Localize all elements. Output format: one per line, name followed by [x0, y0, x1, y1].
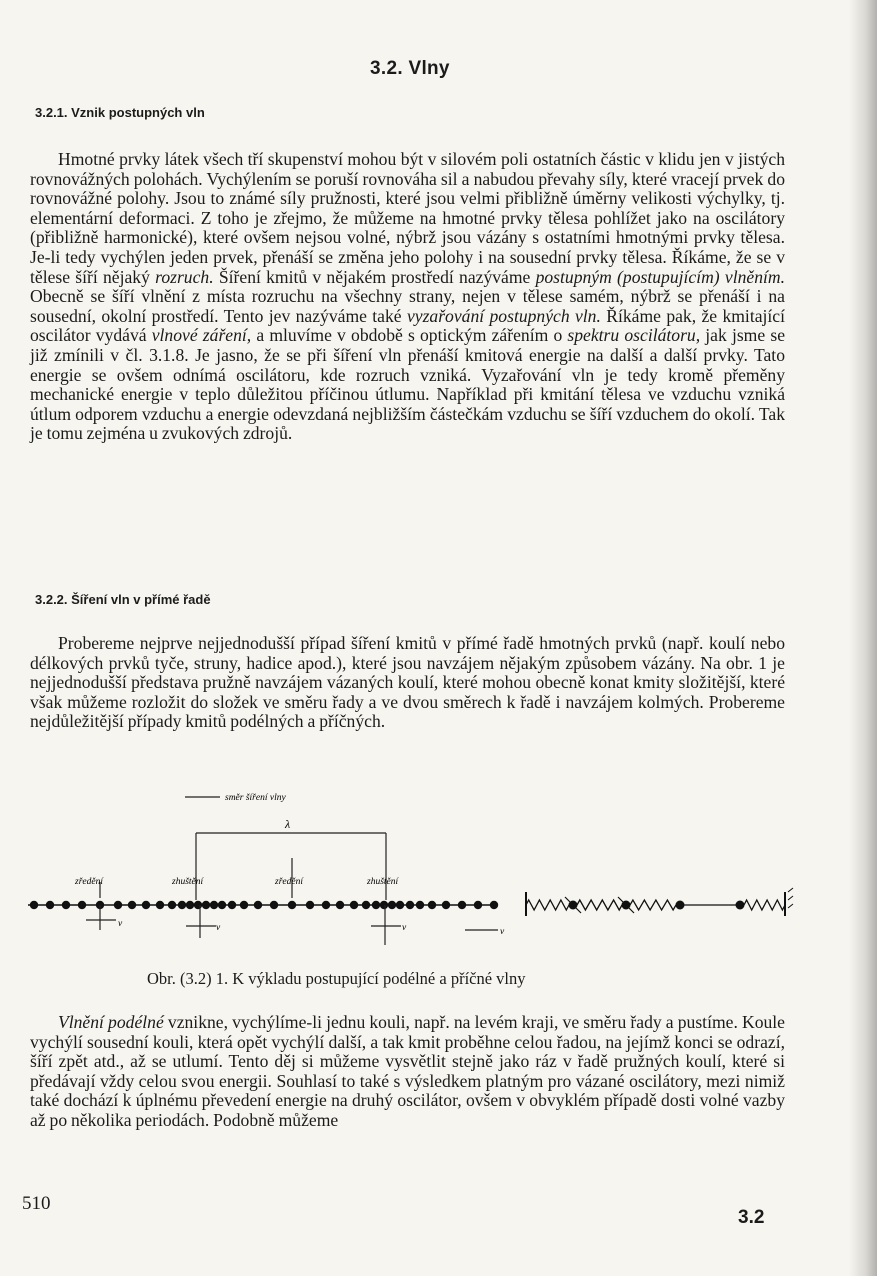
velocity-label-1: v — [118, 919, 123, 929]
ball-23 — [322, 901, 330, 909]
ball-33 — [428, 901, 436, 909]
ball-10 — [168, 901, 176, 909]
ball-32 — [416, 901, 424, 909]
velocity-label-2: v — [216, 923, 221, 933]
ball-12 — [186, 901, 194, 909]
velocity-label-3: v — [402, 923, 407, 933]
ball-19 — [254, 901, 262, 909]
ball-1 — [30, 901, 38, 909]
label-compression-2: zhuštění — [367, 877, 399, 887]
paragraph-longitudinal: Vlnění podélné vznikne, vychýlíme-li jednu kouli, např. na levém kraji, ve směru řady a pustíme. Koule vychýlí sousední kouli, která opět vychýlí další, a tak kmit proběhne celou řadou, na jejímž konci se odrazí, šíří zpět atd., až se utlumí. Tento děj si můžeme vysvětlit stejně jako ráz v řadě pružných koulí, které si předávají vždy celou svou energii. Souhlasí to také s výsledkem platným pro vázané oscilátory, mezi nimiž také dochází k úplnému převedení energie na druhý oscilátor, ovšem v obvyklém případě dosti volné vazby až po několika periodách. Podobně můžeme — [30, 1012, 785, 1130]
section-reference: 3.2 — [738, 1207, 765, 1228]
lambda-symbol: λ — [285, 817, 291, 831]
direction-label: směr šíření vlny — [225, 793, 286, 803]
ball-9 — [156, 901, 164, 909]
ball-6 — [114, 901, 122, 909]
figure-caption: Obr. (3.2) 1. K výkladu postupující podélné a příčné vlny — [147, 969, 526, 988]
ball-24 — [336, 901, 344, 909]
ball-22 — [306, 901, 314, 909]
ball-16 — [218, 901, 226, 909]
paragraph-linear-propagation: Probereme nejprve nejjednodušší případ šíření kmitů v přímé řadě hmotných prvků (např. koulí nebo délkových prvků tyče, struny, hadice apod.), které jsou navzájem nějakým způsobem vázány. Na obr. 1 je nejjednodušší představa pružně navzájem vázaných koulí, které mohou obecně konat kmity složitější, které však můžeme rozložit do složek ve směru řady a ve dvou směrech k řadě i navzájem kolmých. Probereme nejdůležitější případy kmitů podélných a příčných. — [30, 633, 785, 732]
page-number: 510 — [22, 1193, 51, 1214]
velocity-label-4: v — [500, 927, 505, 937]
ball-13 — [194, 901, 202, 909]
ball-27 — [372, 901, 380, 909]
page-edge-shadow — [849, 0, 877, 1276]
ball-25 — [350, 901, 358, 909]
ball-17 — [228, 901, 236, 909]
ball-29 — [388, 901, 396, 909]
ball-18 — [240, 901, 248, 909]
ball-37 — [490, 901, 498, 909]
ball-28 — [380, 901, 388, 909]
ball-36 — [474, 901, 482, 909]
ball-8 — [142, 901, 150, 909]
ball-26 — [362, 901, 370, 909]
paragraph-wave-origin: Hmotné prvky látek všech tří skupenství mohou být v silovém poli ostatních částic v klidu jen v jistých rovnovážných polohách. Vychýlením se poruší rovnováha sil a nabudou převahy síly, které vracejí prvek do rovnovážné polohy. Jsou to známé síly pružnosti, které jsou velmi přibližně úměrny velikosti výchylky, tj. elementární deformaci. Z toho je zřejmo, že můžeme na hmotné prvky tělesa pohlížet jako na oscilátory (přibližně harmonické), které ovšem nejsou volné, nýbrž jsou vázány s ostatními hmotnými prvky tělesa. Je-li tedy vychýlen jeden prvek, přenáší se změna jeho polohy i na sousední prvky tělesa. Říkáme, že se v tělese šíří nějaký rozruch. Šíření kmitů v nějakém prostředí nazýváme postupným (postupujícím) vlněním. Obecně se šíří vlnění z místa rozruchu na všechny strany, nejen v tělese samém, nýbrž se přenáší i na sousední, okolní prostředí. Tento jev nazýváme také vyzařování postupných vln. Říkáme pak, že kmitající oscilátor vydává vlnové záření, a mluvíme v obdobě s optickým zářením o spektru oscilátoru, jak jsme se již zmínili v čl. 3.1.8. Je jasno, že se při šíření vln přenáší kmitová energie na další a další prvky. Tato energie se ovšem odnímá oscilátoru, kde rozruch vzniká. Vyzařování vln je tedy kromě přeměny mechanické energie v teplo důležitou příčinou útlumu. Například při kmitání tělesa ve vzduchu vzniká útlum odporem vzduchu a energie odevzdaná nejbližším částečkám vzduchu se šíří vzduchem do okolí. Tak je tomu zejména u zvukových zdrojů. — [30, 149, 786, 444]
ball-35 — [458, 901, 466, 909]
ball-31 — [406, 901, 414, 909]
label-rarefaction-1: zředění — [75, 877, 103, 887]
ball-2 — [46, 901, 54, 909]
wave-figure — [20, 780, 810, 945]
spring-diagram — [526, 888, 793, 916]
section-title: 3.2. Vlny — [370, 58, 450, 79]
subsection-heading-1: 3.2.1. Vznik postupných vln — [35, 105, 205, 120]
ball-4 — [78, 901, 86, 909]
ball-30 — [396, 901, 404, 909]
ball-20 — [270, 901, 278, 909]
ball-11 — [178, 901, 186, 909]
label-rarefaction-2: zředění — [275, 877, 303, 887]
ball-7 — [128, 901, 136, 909]
ball-21 — [288, 901, 296, 909]
label-compression-1: zhuštění — [172, 877, 204, 887]
ball-34 — [442, 901, 450, 909]
ball-15 — [210, 901, 218, 909]
ball-14 — [202, 901, 210, 909]
subsection-heading-2: 3.2.2. Šíření vln v přímé řadě — [35, 592, 211, 607]
ball-3 — [62, 901, 70, 909]
